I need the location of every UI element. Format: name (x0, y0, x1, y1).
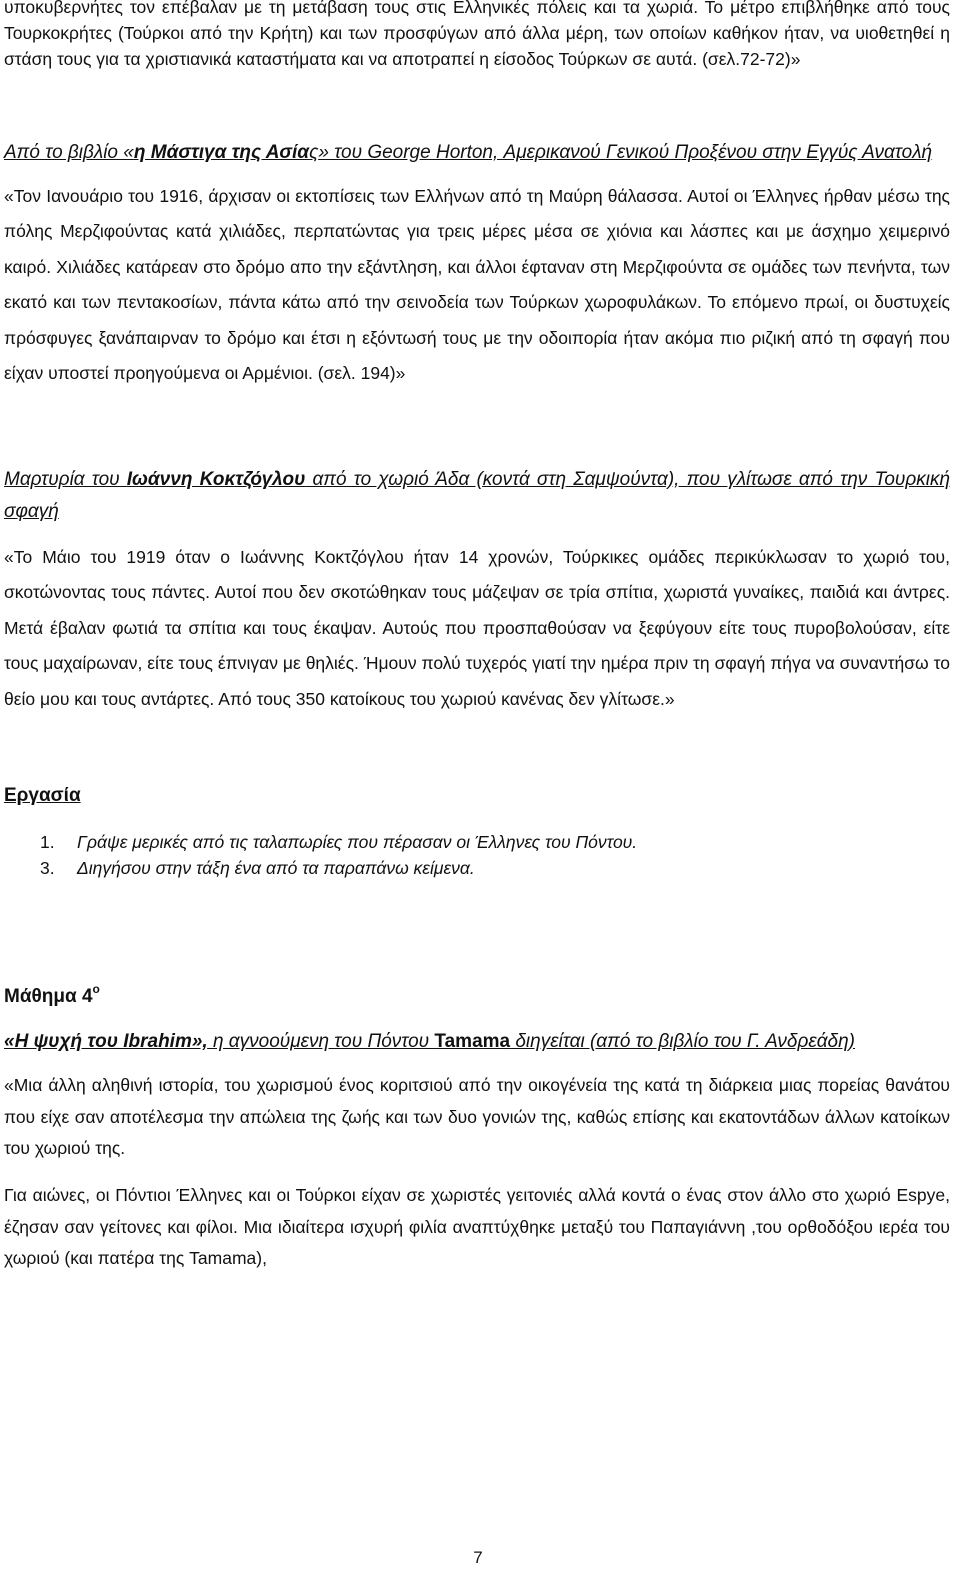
horton-heading-suffix: » του George Horton, Αμερικανού Γενικού Προξένου στην Εγγύς Ανατολή (318, 141, 933, 163)
story-paragraph: «Μια άλλη αληθινή ιστορία, του χωρισμού ένος κοριτσιού από την οικογένεία της κατά τη διάρκεια μιας πορείας θανάτου που είχε σαν αποτέλεσμα την απώλεια της ζωής και των δυο γονιών της, καθώς επίσης και εκατοντάδων άλλων κατοίκων του χωριού της. (4, 1075, 950, 1158)
lesson-heading (4, 983, 950, 1011)
story-title-name: Tamama (434, 1031, 511, 1053)
lesson-ordinal: ο (92, 982, 100, 997)
horton-paragraph: «Τον Ιανουάριο του 1916, άρχισαν οι εκτοπίσεις των Ελλήνων από τη Μαύρη θάλασσα. Αυτοί οι Έλληνες ήρθαν μέσω της πόλης Μερζιφούντας κατά χιλιάδες, περπατώντας για τρεις μέρες μέσα σε χιόνια και λάσπες και με άσχημο χειμερινό καιρό. Χιλιάδες κατάρεαν στο δρόμο απο την εξάντληση, και άλλοι έφταναν στη Μερζιφούντα σε ομάδες των πενήντα, των εκατό και των πεντακοσίων, πάντα κάτω από την σεινοδεία των Τούρκων χωροφυλάκων. Το επόμενο πρωί, οι δυστυχείς πρόσφυγες ξανάπαιρναν το δρόμο και έτσι η εξόντωσή τους με την οδοιπορία ήταν ακόμα πιο ριζική από τη σφαγή που είχαν υποστεί προηγούμενα οι Αρμένιοι. (σελ. 194)» (4, 185, 950, 384)
story-title-source: διηγείται (από το βιβλίο του Γ. Ανδρεάδη) (510, 1031, 855, 1053)
document-page (4, 0, 950, 1275)
testimony-person-name: Ιωάννη Κοκτζόγλου (126, 468, 306, 490)
horton-heading (4, 137, 950, 169)
intro-paragraph: υποκυβερνήτες τον επέβαλαν με τη μετάβαση τους στις Ελληνικές πόλεις και τα χωριά. Το μέτρο επιβλήθηκε από τους Τουρκοκρήτες (Τούρκοι από την Κρήτη) και των προσφύγων από άλλα μέρη, των οποίων καθήκον ήταν, να υιοθετηθεί η στάση τους για τα χριστιανικά καταστήματα και να αποτραπεί η είσοδος Τούρκων σε αυτά. (σελ.72-72)» (4, 0, 950, 70)
horton-book-title-end: ς (309, 141, 319, 163)
task-text: Γράψε μερικές από τις ταλαπωρίες που πέρασαν οι Έλληνες του Πόντου. (77, 832, 638, 853)
horton-heading-prefix: Από το βιβλίο « (4, 141, 134, 163)
task-text: Διηγήσου στην τάξη ένα από τα παραπάνω κείμενα. (77, 858, 475, 879)
testimony-heading-suffix: από το χωριό Άδα (κοντά στη Σαμψούντα), που γλίτωσε από την Τουρκική σφαγή (4, 468, 950, 522)
testimony-heading (4, 464, 950, 528)
story-title-middle: η αγνοούμενη του Πόντου (207, 1031, 435, 1053)
task-item (40, 829, 950, 855)
story-title-main: «Η ψυχή του Ibrahim», (4, 1031, 208, 1053)
page-number: 7 (473, 1548, 483, 1567)
task-item (40, 855, 950, 881)
task-list (40, 829, 950, 881)
testimony-paragraph: «Το Μάιο του 1919 όταν ο Ιωάννης Κοκτζόγλου ήταν 14 χρονών, Τούρκικες ομάδες περικύκλωσαν το χωριό του, σκοτώνοντας τους πάντες. Αυτοί που δεν σκοτώθηκαν τους μάζεψαν σε τρία σπίτια, χωριστά γυναίκες, παιδιά και άντρες. Μετά έβαλαν φωτιά τα σπίτια και τους έκαψαν. Αυτούς που προσπαθούσαν να ξεφύγουν είτε τους πυροβολούσαν, είτε τους μαχαίρωναν, είτε τους έπνιγαν με θηλιές. Ήμουν πολύ τυχερός γιατί την ημέρα πριν τη σφαγή πήγα να συναντήσω το θείο μου και τους αντάρτες. Από τους 350 κατοίκους του χωριού κανένας δεν γλίτωσε.» (4, 546, 950, 709)
horton-book-title: η Μάστιγα της Ασία (133, 141, 310, 163)
ergasia-heading: Εργασία (4, 785, 81, 807)
task-number: 1. (40, 832, 55, 853)
story-title (4, 1027, 950, 1056)
testimony-heading-prefix: Μαρτυρία του (4, 468, 127, 490)
task-number: 3. (40, 858, 55, 879)
lesson-label: Μάθημα 4 (4, 986, 93, 1008)
story-paragraph: Για αιώνες, οι Πόντιοι Έλληνες και οι Τούρκοι είχαν σε χωριστές γειτονιές αλλά κοντά ο ένας στον άλλο στο χωριό Espye, έζησαν σαν γείτονες και φίλοι. Μια ιδιαίτερα ισχυρή φιλία αναπτύχθηκε μεταξύ του Παπαγιάννη ,του ορθοδόξου ιερέα του χωριού (και πατέρα της Tamama), (4, 1185, 950, 1269)
